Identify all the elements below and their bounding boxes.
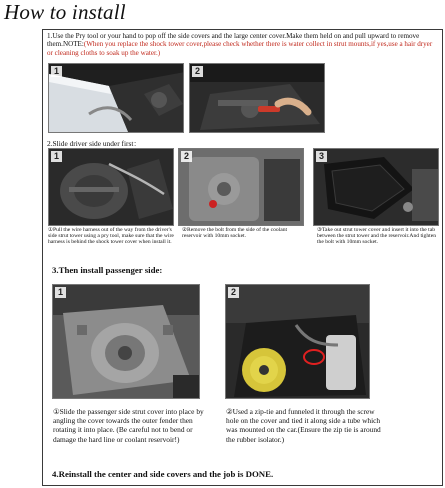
- intro-note: (When you replace the shock tower cover,please check whether there is water collect in strut mounts,if yes,use a hair dryer or cleaning cloths to soak up the water.): [47, 40, 433, 57]
- step2-caption-2: ②Remove the bolt from the side of the coolant reservoir with 10mm socket.: [182, 227, 288, 240]
- page-title: How to install: [4, 0, 126, 24]
- step1-photo-2: [189, 63, 325, 133]
- step3-caption-1: ①Slide the passenger side strut cover into place by angling the cover towards the outer fender then rotating it into place. (Be careful not to bend or damage the hard line or coolant reservoir!): [53, 407, 204, 444]
- step2-photo-1: [48, 148, 174, 226]
- coolant-reservoir-illustration: [179, 149, 304, 226]
- step2-photo-2: [178, 148, 304, 226]
- photo-number: 2: [228, 287, 239, 298]
- step1-photo-1: [48, 63, 184, 133]
- step2-caption-1: ①Pull the wire harness out of the way from the driver's side strut tower using a pry tool, make sure that the wire harness is behind the shock tower cover when install it.: [48, 227, 174, 246]
- step4-text: 4.Reinstall the center and side covers and the job is DONE.: [52, 469, 274, 479]
- zip-tie-illustration: [226, 285, 370, 399]
- intro-paragraph: [47, 32, 439, 57]
- photo-number: 1: [51, 66, 62, 77]
- photo-number: 2: [181, 151, 192, 162]
- engine-bay-illustration: [190, 64, 325, 133]
- step2-heading-text: 2.Slide driver side under first: [47, 139, 134, 148]
- step3-heading: 3.Then install passenger side:: [52, 265, 163, 275]
- tower-cover-installed-illustration: [314, 149, 439, 226]
- step2-caption-3: ③Take out strut tower cover and insert it into the tab between the strut tower and the reservoir.And tighten the bolt with 10mm socket.: [317, 227, 436, 246]
- photo-number: 3: [316, 151, 327, 162]
- photo-number: 1: [55, 287, 66, 298]
- photo-number: 2: [192, 66, 203, 77]
- intro-text: 1.Use the Pry tool or your hand to pop off the side covers and the large center cover.Make them held on and pull upward to remove them.NOTE:: [47, 32, 420, 49]
- strut-tower-illustration: [49, 149, 174, 226]
- step2-photo-3: [313, 148, 439, 226]
- step3-caption-2: ②Used a zip-tie and funneled it through the screw hole on the cover and tied it along side a tube which was mounted on the car.(Ensure the zip tie is around the rubber isolator.): [226, 407, 381, 444]
- step3-photo-2: [225, 284, 370, 399]
- step2-heading-colon: ：: [133, 139, 141, 148]
- step3-photo-1: [52, 284, 200, 399]
- passenger-strut-illustration: [53, 285, 200, 399]
- photo-number: 1: [51, 151, 62, 162]
- car-cover-illustration: [49, 64, 184, 133]
